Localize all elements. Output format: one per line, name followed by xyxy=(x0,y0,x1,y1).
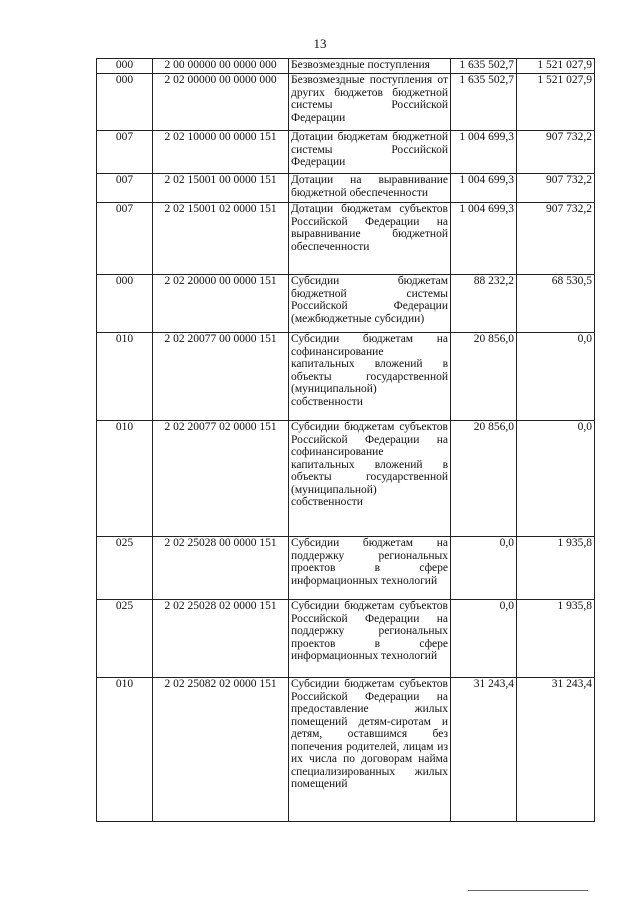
table-row xyxy=(97,678,595,822)
admin-code-cell: 000 xyxy=(97,74,153,131)
revenue-name-cell: Дотации на выравнивание бюджетной обеспеченности xyxy=(289,174,451,203)
revenue-name-cell: Безвозмездные поступления xyxy=(289,59,451,74)
admin-code-cell: 010 xyxy=(97,333,153,421)
budget-revenue-table xyxy=(96,58,595,822)
admin-code-cell: 007 xyxy=(97,203,153,275)
revenue-name-cell: Субсидии бюджетам субъектов Российской Федерации на поддержку региональных проектов в сфере информационных технологий xyxy=(289,600,451,678)
admin-code-cell: 010 xyxy=(97,678,153,822)
revenue-name-cell: Субсидии бюджетам субъектов Российской Федерации на софинансирование капитальных вложений в объекты государственной (муниципальной) собственности xyxy=(289,421,451,537)
kbk-code-cell: 2 02 25028 00 0000 151 xyxy=(153,537,289,600)
table-row xyxy=(97,59,595,74)
kbk-code-cell: 2 02 15001 00 0000 151 xyxy=(153,174,289,203)
revenue-name-cell: Субсидии бюджетам на софинансирование капитальных вложений в объекты государственной (муниципальной) собственности xyxy=(289,333,451,421)
value-1-cell: 31 243,4 xyxy=(451,678,517,822)
value-1-cell: 20 856,0 xyxy=(451,333,517,421)
table-row xyxy=(97,275,595,333)
value-1-cell: 1 635 502,7 xyxy=(451,74,517,131)
table-row xyxy=(97,74,595,131)
value-2-cell: 1 521 027,9 xyxy=(517,74,595,131)
value-2-cell: 907 732,2 xyxy=(517,131,595,174)
value-1-cell: 1 004 699,3 xyxy=(451,203,517,275)
table-row xyxy=(97,131,595,174)
kbk-code-cell: 2 02 20077 00 0000 151 xyxy=(153,333,289,421)
page-number: 13 xyxy=(313,36,327,51)
value-2-cell: 68 530,5 xyxy=(517,275,595,333)
value-2-cell: 1 521 027,9 xyxy=(517,59,595,74)
table-row xyxy=(97,174,595,203)
admin-code-cell: 010 xyxy=(97,421,153,537)
revenue-name-cell: Безвозмездные поступления от других бюджетов бюджетной системы Российской Федерации xyxy=(289,74,451,131)
table-row xyxy=(97,203,595,275)
revenue-name-cell: Дотации бюджетам бюджетной системы Российской Федерации xyxy=(289,131,451,174)
table-row xyxy=(97,421,595,537)
revenue-name-cell: Субсидии бюджетам субъектов Российской Федерации на предоставление жилых помещений детям-сиротам и детям, оставшимся без попечения родителей, лицам из их числа по договорам найма специализированных жилых помещений xyxy=(289,678,451,822)
kbk-code-cell: 2 02 20000 00 0000 151 xyxy=(153,275,289,333)
value-1-cell: 88 232,2 xyxy=(451,275,517,333)
admin-code-cell: 007 xyxy=(97,174,153,203)
kbk-code-cell: 2 02 25028 02 0000 151 xyxy=(153,600,289,678)
value-1-cell: 1 635 502,7 xyxy=(451,59,517,74)
kbk-code-cell: 2 02 25082 02 0000 151 xyxy=(153,678,289,822)
table-row xyxy=(97,333,595,421)
admin-code-cell: 007 xyxy=(97,131,153,174)
value-2-cell: 907 732,2 xyxy=(517,174,595,203)
admin-code-cell: 000 xyxy=(97,59,153,74)
value-1-cell: 20 856,0 xyxy=(451,421,517,537)
admin-code-cell: 025 xyxy=(97,600,153,678)
kbk-code-cell: 2 02 15001 02 0000 151 xyxy=(153,203,289,275)
value-2-cell: 0,0 xyxy=(517,421,595,537)
revenue-name-cell: Субсидии бюджетам бюджетной системы Российской Федерации (межбюджетные субсидии) xyxy=(289,275,451,333)
value-2-cell: 0,0 xyxy=(517,333,595,421)
value-1-cell: 1 004 699,3 xyxy=(451,131,517,174)
value-2-cell: 31 243,4 xyxy=(517,678,595,822)
admin-code-cell: 025 xyxy=(97,537,153,600)
kbk-code-cell: 2 00 00000 00 0000 000 xyxy=(153,59,289,74)
admin-code-cell: 000 xyxy=(97,275,153,333)
value-2-cell: 1 935,8 xyxy=(517,537,595,600)
value-1-cell: 0,0 xyxy=(451,600,517,678)
kbk-code-cell: 2 02 10000 00 0000 151 xyxy=(153,131,289,174)
value-1-cell: 1 004 699,3 xyxy=(451,174,517,203)
kbk-code-cell: 2 02 00000 00 0000 000 xyxy=(153,74,289,131)
table-row xyxy=(97,600,595,678)
revenue-name-cell: Субсидии бюджетам на поддержку региональных проектов в сфере информационных технологий xyxy=(289,537,451,600)
table-row xyxy=(97,537,595,600)
table-body xyxy=(97,59,595,822)
value-1-cell: 0,0 xyxy=(451,537,517,600)
footer-divider xyxy=(468,890,588,891)
kbk-code-cell: 2 02 20077 02 0000 151 xyxy=(153,421,289,537)
value-2-cell: 1 935,8 xyxy=(517,600,595,678)
revenue-name-cell: Дотации бюджетам субъектов Российской Федерации на выравнивание бюджетной обеспеченности xyxy=(289,203,451,275)
value-2-cell: 907 732,2 xyxy=(517,203,595,275)
